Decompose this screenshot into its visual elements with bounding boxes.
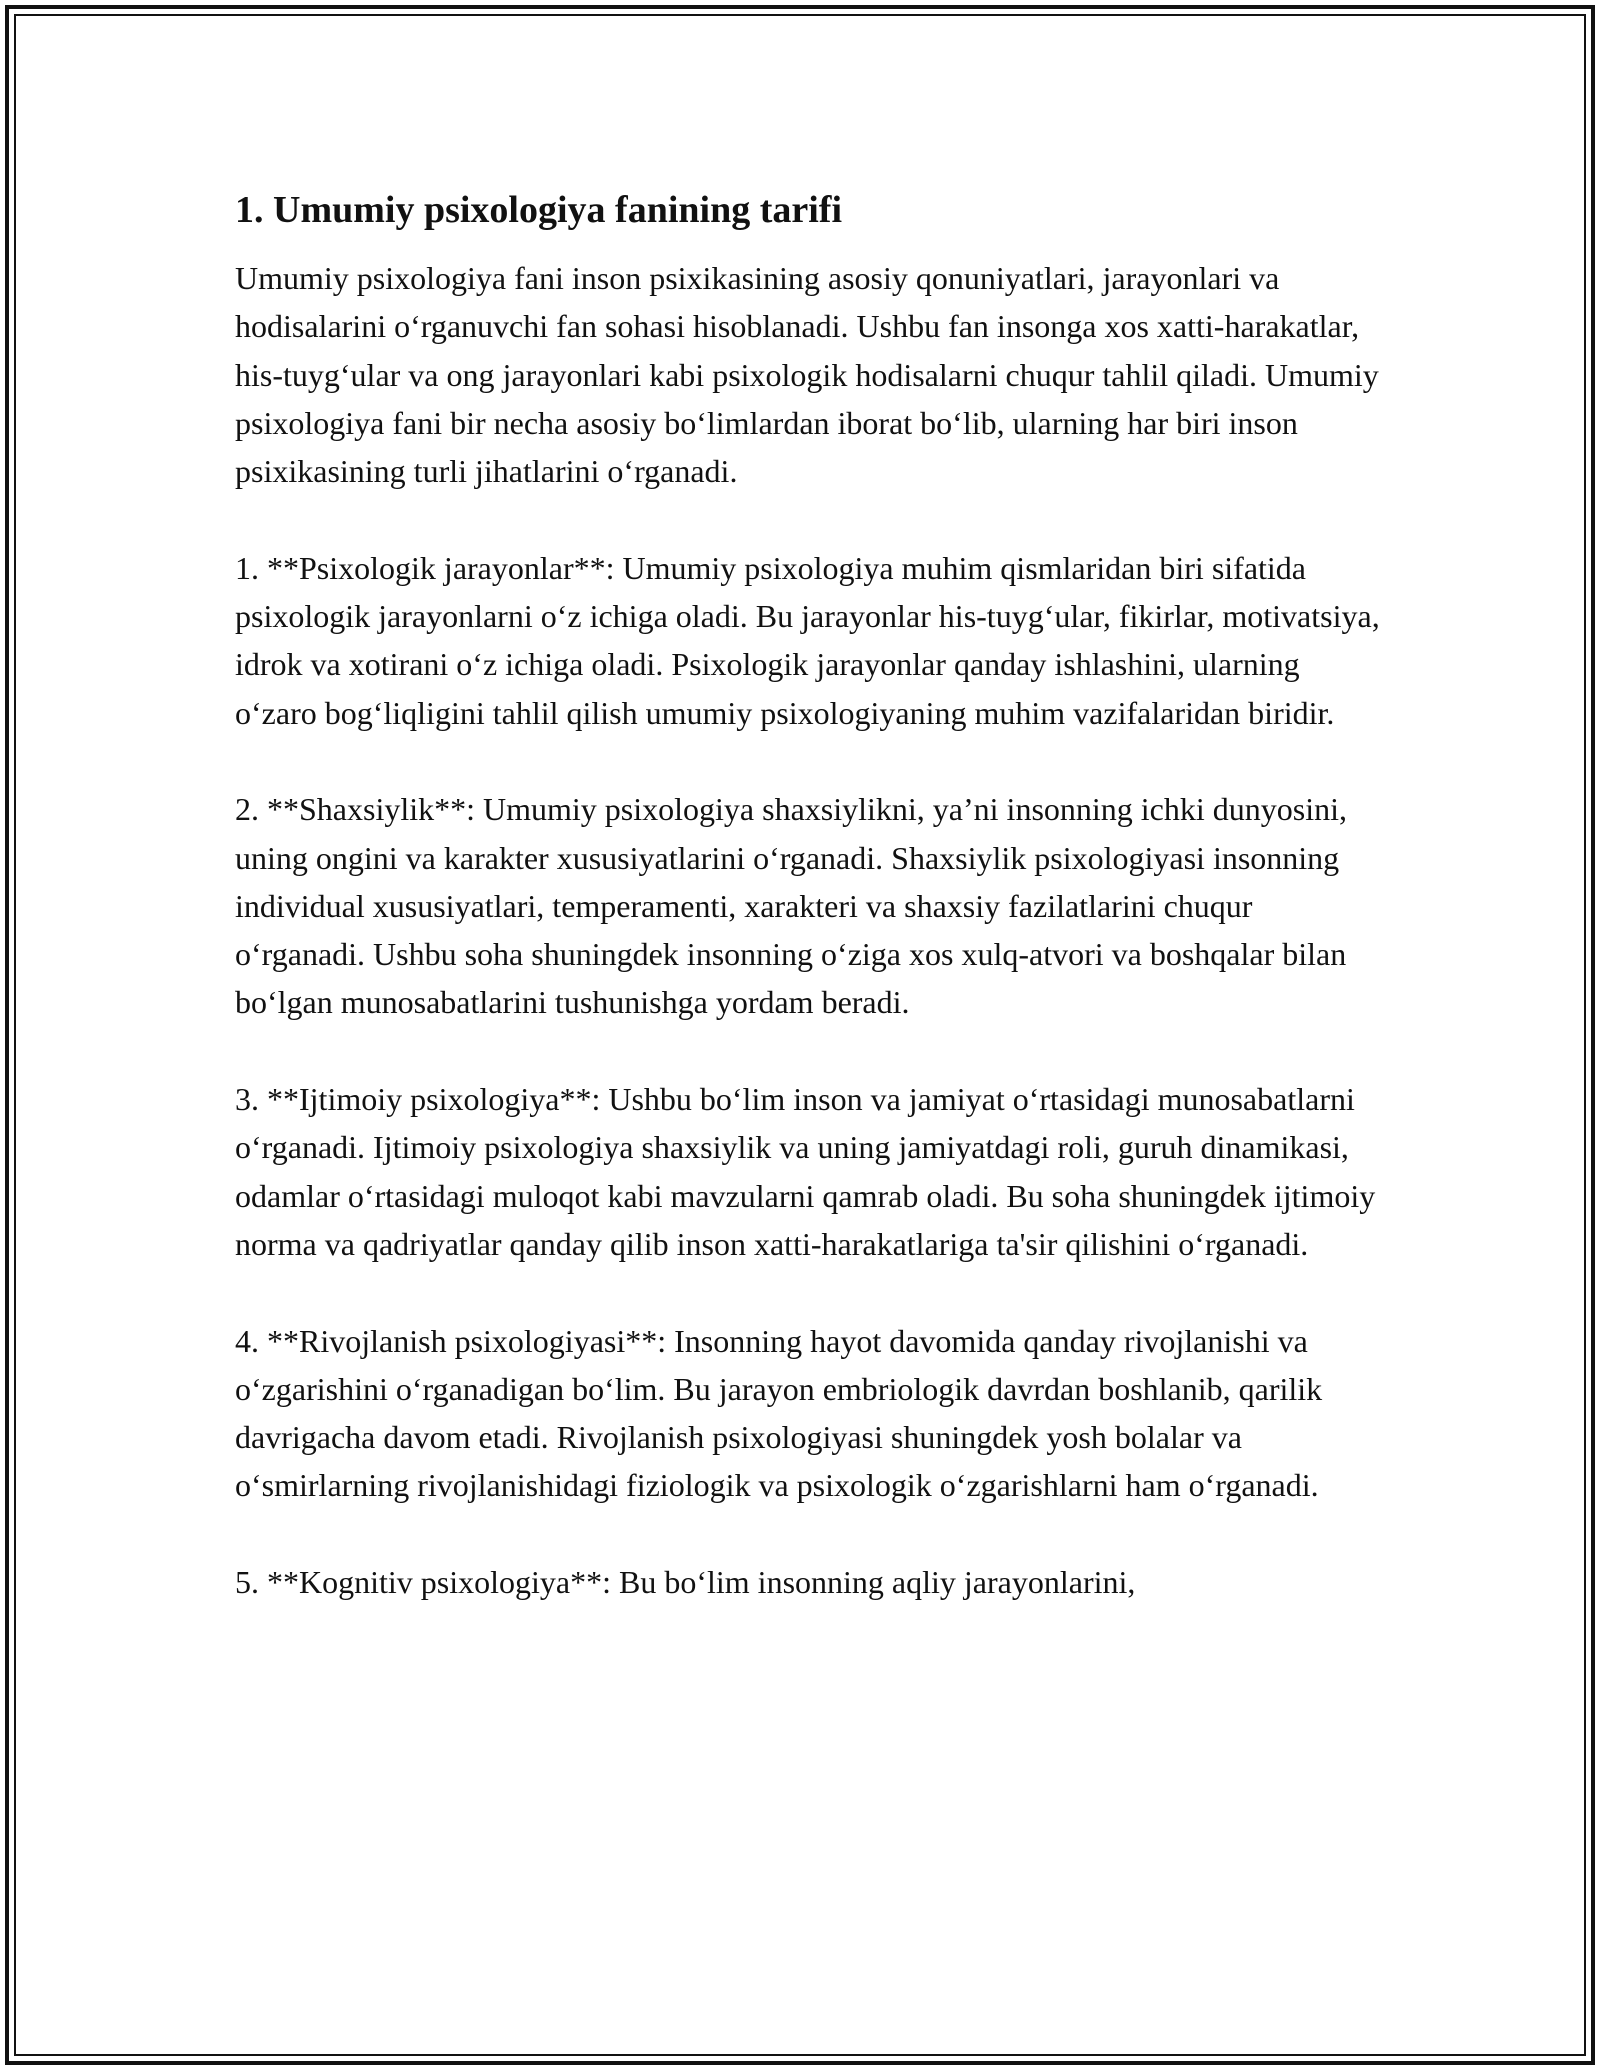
section-psixologik-jarayonlar: 1. **Psixologik jarayonlar**: Umumiy psixologiya muhim qismlaridan biri sifatida psixologik jarayonlarni o‘z ichiga oladi. Bu jarayonlar his-tuyg‘ular, fikirlar, motivatsiya, idrok va xotirani o‘z ichiga oladi. Psixologik jarayonlar qanday ishlashini, ularning o‘zaro bog‘liqligini tahlil qilish umumiy psixologiyaning muhim vazifalaridan biridir.	[235, 549, 1380, 731]
section-shaxsiylik: 2. **Shaxsiylik**: Umumiy psixologiya shaxsiylikni, ya’ni insonning ichki dunyosini, uning ongini va karakter xususiyatlarini o‘rganadi. Shaxsiylik psixologiyasi insonning individual xususiyatlari, temperamenti, xarakteri va shaxsiy fazilatlarini chuqur o‘rganadi. Ushbu soha shuningdek insonning o‘ziga xos xulq-atvori va boshqalar bilan bo‘lgan munosabatlarini tushunishga yordam beradi.	[235, 791, 1347, 1021]
section-ijtimoiy-psixologiya: 3. **Ijtimoiy psixologiya**: Ushbu bo‘lim inson va jamiyat o‘rtasidagi munosabatlarni o‘rganadi. Ijtimoiy psixologiya shaxsiylik va uning jamiyatdagi roli, guruh dinamikasi, odamlar o‘rtasidagi muloqot kabi mavzularni qamrab oladi. Bu soha shuningdek ijtimoiy norma va qadriyatlar qanday qilib inson xatti-harakatlariga ta'sir qilishini o‘rganadi.	[235, 1081, 1376, 1262]
section-kognitiv-psixologiya: 5. **Kognitiv psixologiya**: Bu bo‘lim insonning aqliy jarayonlarini,	[235, 1564, 1136, 1601]
intro-paragraph: Umumiy psixologiya fani inson psixikasining asosiy qonuniyatlari, jarayonlari va hodisalarini o‘rganuvchi fan sohasi hisoblanadi. Ushbu fan insonga xos xatti-harakatlar, his-tuyg‘ular va ong jarayonlari kabi psixologik hodisalarni chuqur tahlil qiladi. Umumiy psixologiya fani bir necha asosiy bo‘limlardan iborat bo‘lib, ularning har biri inson psixikasining turli jihatlarini o‘rganadi.	[235, 260, 1379, 490]
document-heading: 1. Umumiy psixologiya fanining tarifi	[235, 189, 842, 231]
document-body	[235, 186, 1385, 1606]
section-rivojlanish-psixologiyasi: 4. **Rivojlanish psixologiyasi**: Insonning hayot davomida qanday rivojlanishi va o‘zgarishini o‘rganadigan bo‘lim. Bu jarayon embriologik davrdan boshlanib, qarilik davrigacha davom etadi. Rivojlanish psixologiyasi shuningdek yosh bolalar va o‘smirlarning rivojlanishidagi fiziologik va psixologik o‘zgarishlarni ham o‘rganadi.	[235, 1322, 1323, 1504]
